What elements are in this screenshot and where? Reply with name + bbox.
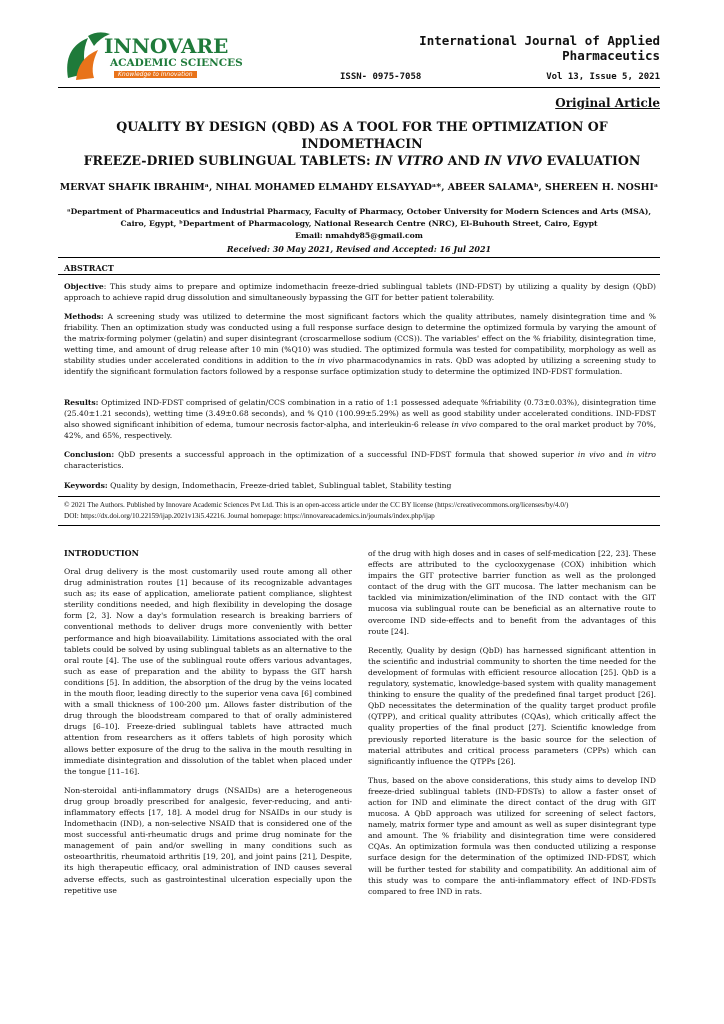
left-column <box>64 566 352 904</box>
rule <box>58 257 660 258</box>
title-line-2: FREEZE-DRIED SUBLINGUAL TABLETS: IN VITRO AND IN VIVO EVALUATION <box>83 153 641 168</box>
journal-logo <box>58 28 248 88</box>
title-line-1: QUALITY BY DESIGN (QBD) AS A TOOL FOR THE OPTIMIZATION OF INDOMETHACIN <box>116 119 608 151</box>
intro-paragraph: Recently, Quality by design (QbD) has harnessed significant attention in the scientific and industrial community to shorten the time needed for the development of formulas with efficient resource allocation [25]. QbD is a regulatory, systematic, knowledge-based system with quality management thinking to ensure the quality of the predefined final target product [26]. QbD necessitates the determination of the quality target product profile (QTPP), and critical quality attributes (CQAs), which critically affect the quality properties of the final product [27]. Scientific knowledge from previously reported literature is the basic source for the selection of material attributes and critical process parameters (CPPs) which can significantly influence the QTPPs [26]. <box>368 645 656 766</box>
abstract-methods: Methods: A screening study was utilized to determine the most significant factors which the quality attributes, namely disintegration time and % friability. Then an optimization study was conducted using a full response surface design to determine the optimized formula by varying the amount of the matrix-forming polymer (gelatin) and super disintegrant (croscarmellose sodium (CCS)). The variables' effect on the % friability, disintegration time, wetting time, and amount of drug release after 10 min (%Q10) was studied. The optimized formula was tested for compatibility, morphology as well as stability studies under accelerated conditions in addition to the in vivo pharmacodynamics in rats. QbD was adopted by utilizing a screening study to identify the significant formulation factors followed by a response surface optimization study to determine the optimized IND-FDST formulation. <box>64 312 656 377</box>
issn: ISSN- 0975-7058 <box>340 72 422 82</box>
logo-text: INNOVARE <box>104 34 229 58</box>
logo-tagline: Knowledge to Innovation <box>114 71 197 78</box>
journal-name: International Journal of Applied Pharmaceutics <box>419 33 660 63</box>
article-type: Original Article <box>555 96 660 110</box>
right-column <box>368 548 656 905</box>
abstract-results: Results: Optimized IND-FDST comprised of gelatin/CCS combination in a ratio of 1:1 possessed adequate %friability (0.73±0.03%), disintegration time (25.40±1.21 seconds), wetting time (3.49±0.68 seconds), and % Q10 (100.99±5.29%) as well as good stability under accelerated conditions. IND-FDST also showed significant inhibition of edema, tumour necrosis factor-alpha, and interleukin-6 release in vivo compared to the oral market product by 70%, 42%, and 65%, respectively. <box>64 398 656 441</box>
abstract-objective: Objective: This study aims to prepare and optimize indomethacin freeze-dried sublingual tablets (IND-FDST) by utilizing a quality by design (QbD) approach to achieve rapid drug dissolution and simultaneously bypassing the GIT for better patient tolerability. <box>64 282 656 303</box>
intro-paragraph: of the drug with high doses and in cases of self-medication [22, 23]. These effects are attributed to the cyclooxygenase (COX) inhibition which impairs the GIT protective barrier function as well as the prolonged contact of the drug with the GIT mucosa. The latter mechanism can be tackled via minimization/elimination of the IND contact with the GIT mucosa via sublingual route can be beneficial as an alternative route to overcome IND side-effects and to benefit from the advantages of this route [24]. <box>368 549 656 636</box>
header-rule <box>58 87 660 88</box>
keywords: Keywords: Quality by design, Indomethacin, Freeze-dried tablet, Sublingual tablet, Stability testing <box>64 481 452 490</box>
article-title <box>70 118 654 169</box>
volume-issue: Vol 13, Issue 5, 2021 <box>546 72 660 82</box>
rule <box>58 525 660 526</box>
abstract-heading: ABSTRACT <box>64 263 114 273</box>
logo-subtext: ACADEMIC SCIENCES <box>110 57 243 69</box>
abstract-conclusion: Conclusion: QbD presents a successful approach in the optimization of a successful IND-FDST formula that showed superior in vivo and in vitro characteristics. <box>64 450 656 471</box>
intro-paragraph: Oral drug delivery is the most customarily used route among all other drug administration routes [1] because of its recognizable advantages such as; its ease of application, ameliorate patient compliance, slightest sterility conditions needed, and high flexibility in developing the dosage form [2, 3]. Now a day's formulation research is breaking barriers of conventional methods to deliver drugs more conveniently with better performance and high bioavailability. Limitations associated with the oral tablets could be solved by using sublingual tablets as an alternative to the oral route [4]. The use of the sublingual route offers various advantages, such as ease of preparation and the ability to bypass the GIT harsh conditions [5]. In addition, the absorption of the drug by the veins located in the mouth floor, leading directly to the superior vena cava [6] combined with a small thickness of 100-200 μm. Allows faster distribution of the drug through the bloodstream compared to that of orally administered drugs [6–10]. Freeze-dried sublingual tablets have attracted much attention from researchers as it offers tablets of high porosity which allows better exposure of the drug to the saliva in the mouth resulting in immediate disintegration and dissolution of the tablet when placed under the tongue [11–16]. <box>64 567 352 776</box>
doi-link[interactable]: DOI: https://dx.doi.org/10.22159/ijap.2021v13i5.42216. Journal homepage: https://innovareacademics.in/journals/index.php/ijap <box>64 512 435 520</box>
license-notice: © 2021 The Authors. Published by Innovare Academic Sciences Pvt Ltd. This is an open-access article under the CC BY license (https://creativecommons.org/licenses/by/4.0/) DOI: https://dx.doi.org/10.22159/ijap.2021v13i5.42216. Journal homepage: https://innovareacademics.in/journals/index.php/ijap <box>64 500 660 522</box>
introduction-heading: INTRODUCTION <box>64 548 139 558</box>
intro-paragraph: Non-steroidal anti-inflammatory drugs (NSAIDs) are a heterogeneous drug group broadly prescribed for analgesic, fever-reducing, and anti-inflammatory effects [17, 18]. A model drug for NSAIDs in our study is Indomethacin (IND), a non-selective NSAID that is considered one of the most successful anti-rheumatic drugs and prime drug nominate for the management of pain and/or swelling in many conditions such as osteoarthritis, rheumatoid arthritis [19, 20], and joint pains [21], Despite, its high therapeutic efficacy, oral administration of IND causes several adverse effects, such as gastrointestinal ulceration especially upon the repetitive use <box>64 785 352 895</box>
corresponding-email: Email: nmahdy85@gmail.com <box>295 231 423 240</box>
authors: MERVAT SHAFIK IBRAHIMᵃ, NIHAL MOHAMED ELMAHDY ELSAYYADᵃ*, ABEER SALAMAᵇ, SHEREEN H. NOSHIᵃ <box>59 182 659 193</box>
intro-paragraph: Thus, based on the above considerations, this study aims to develop IND freeze-dried sublingual tablets (IND-FDSTs) to allow a faster onset of action for IND and eliminate the direct contact of the drug with GIT mucosa. A QbD approach was utilized for screening of select factors, namely, matrix former type and amount as well as super disintegrant type and amount. The % friability and disintegration time were considered CQAs. An optimization formula was then conducted utilizing a response surface design for the determination of the optimized IND-FDST, which will be further tested for stability and compatibility. An additional aim of this study was to compare the anti-inflammatory effect of IND-FDSTs compared to free IND in rats. <box>368 775 656 896</box>
rule <box>58 274 660 275</box>
rule <box>58 496 660 497</box>
affiliations: ᵃDepartment of Pharmaceutics and Industrial Pharmacy, Faculty of Pharmacy, October University for Modern Sciences and Arts (MSA), Cairo, Egypt, ᵇDepartment of Pharmacology, National Research Centre (NRC), El-Buhouth Street, Cairo, Egypt Email: nmahdy85@gmail.com <box>58 206 660 242</box>
received-date: Received: 30 May 2021, Revised and Accepted: 16 Jul 2021 <box>226 244 492 254</box>
